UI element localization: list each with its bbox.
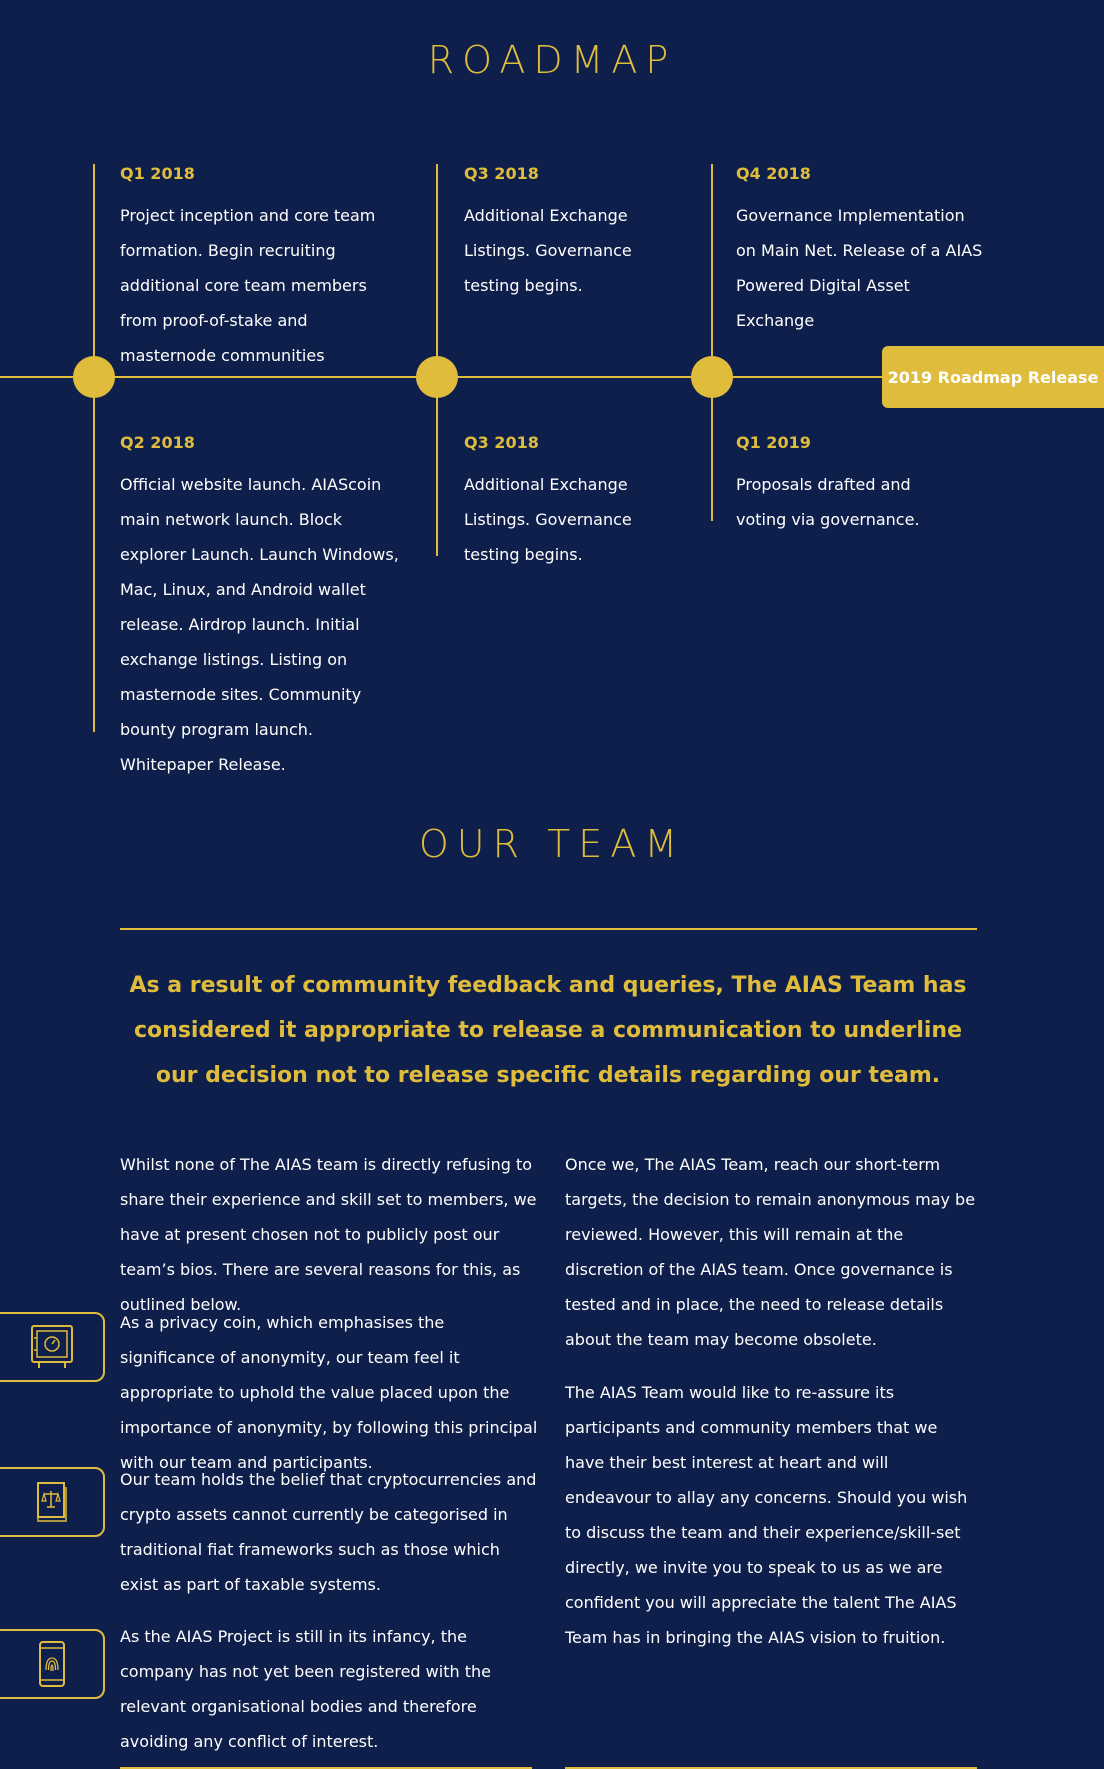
milestone-q1-2018	[120, 164, 402, 373]
milestone-quarter: Q4 2018	[736, 164, 811, 183]
milestone-description: Governance Implementation on Main Net. Release of a AIAS Powered Digital Asset Exchange	[736, 206, 983, 330]
roadmap-title: ROADMAP	[427, 38, 677, 82]
milestone-q3-2018-b	[464, 433, 639, 572]
milestone-quarter: Q1 2018	[120, 164, 195, 183]
milestone-description: Additional Exchange Listings. Governance testing begins.	[464, 206, 632, 295]
team-intro-paragraph: Whilst none of The AIAS team is directly refusing to share their experience and skill set to members, we have at present chosen not to publicly post our team’s bios. There are several reasons for this, as outlined below.	[120, 1155, 537, 1314]
milestone-description: Proposals drafted and voting via governance.	[736, 475, 920, 529]
law-book-icon	[34, 1479, 70, 1525]
team-title: OUR TEAM	[418, 822, 686, 866]
milestone-quarter: Q2 2018	[120, 433, 195, 452]
timeline-connector	[93, 164, 95, 732]
team-statement: As a result of community feedback and queries, The AIAS Team has considered it appropriate to release a communication to underline our decision not to release specific details regarding our team.	[129, 973, 967, 1088]
milestone-q3-2018	[464, 164, 639, 303]
milestone-q2-2018	[120, 433, 408, 782]
timeline-connector	[711, 164, 713, 521]
timeline-dot	[73, 356, 115, 398]
timeline-dot	[691, 356, 733, 398]
timeline-dot	[416, 356, 458, 398]
safe-icon	[30, 1324, 74, 1370]
milestone-quarter: Q3 2018	[464, 433, 539, 452]
team-divider	[120, 928, 977, 930]
milestone-description: Official website launch. AIAScoin main network launch. Block explorer Launch. Launch Windows, Mac, Linux, and Android wallet release. Airdrop launch. Initial exchange listings. Listing on masternode sites. Community bounty program launch. Whitepaper Release.	[120, 475, 399, 774]
milestone-q4-2018	[736, 164, 986, 338]
fingerprint-phone-icon	[37, 1640, 67, 1688]
roadmap-release-button[interactable]: 2019 Roadmap Release	[882, 346, 1104, 408]
milestone-quarter: Q1 2019	[736, 433, 811, 452]
safe-icon-box	[0, 1312, 105, 1382]
infancy-paragraph: As the AIAS Project is still in its infancy, the company has not yet been registered with the relevant organisational bodies and therefore avoiding any conflict of interest.	[120, 1627, 491, 1751]
law-book-icon-box	[0, 1467, 105, 1537]
milestone-description: Additional Exchange Listings. Governance testing begins.	[464, 475, 632, 564]
milestone-q1-2019	[736, 433, 926, 537]
milestone-quarter: Q3 2018	[464, 164, 539, 183]
milestone-description: Project inception and core team formation. Begin recruiting additional core team members from proof-of-stake and masternode communities	[120, 206, 376, 365]
privacy-reason-paragraph: As a privacy coin, which emphasises the significance of anonymity, our team feel it appropriate to uphold the value placed upon the importance of anonymity, by following this principal with our team and participants.	[120, 1313, 538, 1472]
review-decision-paragraph: Once we, The AIAS Team, reach our short-term targets, the decision to remain anonymous may be reviewed. However, this will remain at the discretion of the AIAS team. Once governance is tested and in place, the need to release details about the team may become obsolete.	[565, 1155, 976, 1349]
reassurance-paragraph: The AIAS Team would like to re-assure its participants and community members that we have their best interest at heart and will endeavour to allay any concerns. Should you wish to discuss the team and their experience/skill-set directly, we invite you to speak to us as we are confident you will appreciate the talent The AIAS Team has in bringing the AIAS vision to fruition.	[565, 1383, 968, 1647]
fingerprint-phone-icon-box	[0, 1629, 105, 1699]
fiat-framework-paragraph: Our team holds the belief that cryptocurrencies and crypto assets cannot currently be categorised in traditional fiat frameworks such as those which exist as part of taxable systems.	[120, 1470, 537, 1594]
